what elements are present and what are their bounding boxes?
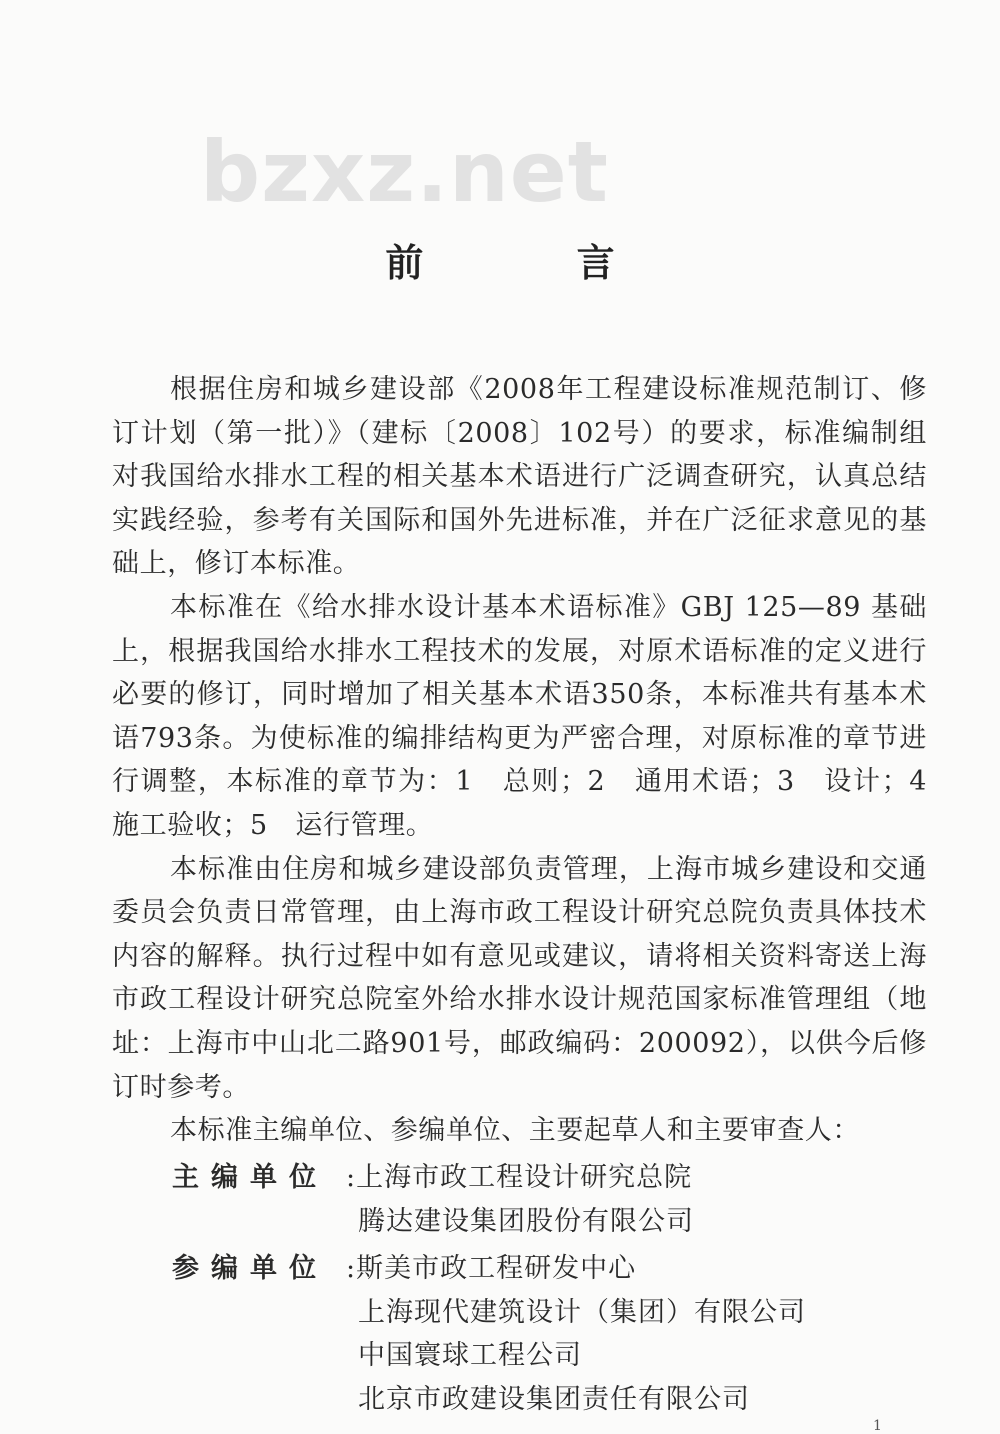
organizations — [172, 1156, 806, 1426]
chief-editor-label: 主编单位 — [172, 1162, 328, 1193]
page-title: 前 言 — [385, 241, 685, 285]
preface-body — [112, 368, 955, 1153]
paragraph-4: 本标准主编单位、参编单位、主要起草人和主要审查人： — [170, 1115, 860, 1147]
paragraph-2: 本标准在《给水排水设计基本术语标准》GBJ 125—89 基础上，根据我国给水排水工程技术的发展，对原术语标准的定义进行必要的修订，同时增加了相关基本术语350条，本标准共有基本术语793条。为使标准的编排结构更为严密合理，对原标准的章节进行调整，本标准的章节为：1 总则；2 通用术语；3 设计；4 施工验收；5 运行管理。 — [112, 591, 955, 841]
participants-label: 参编单位 — [172, 1253, 328, 1285]
chief-editor-org: 腾达建设集团股份有限公司 — [358, 1205, 694, 1237]
page-number: 1 — [873, 1418, 882, 1434]
participant-org: : 斯美市政工程研发中心 — [358, 1247, 806, 1291]
participant-org: 北京市政建设集团责任有限公司 — [358, 1383, 750, 1415]
participant-org: 上海现代建筑设计（集团）有限公司 — [358, 1296, 806, 1328]
paragraph-1: 根据住房和城乡建设部《2008年工程建设标准规范制订、修订计划（第一批）》（建标〔2008〕102号）的要求，标准编制组对我国给水排水工程的相关基本术语进行广泛调查研究，认真总结实践经验，参考有关国际和国外先进标准，并在广泛征求意见的基础上，修订本标准。 — [112, 374, 927, 580]
chief-editor-group — [172, 1156, 806, 1243]
chief-editor-org: : 上海市政工程设计研究总院 — [358, 1156, 694, 1200]
participants-group — [172, 1247, 806, 1421]
paragraph-3: 本标准由住房和城乡建设部负责管理，上海市城乡建设和交通委员会负责日常管理，由上海市政工程设计研究总院负责具体技术内容的解释。执行过程中如有意见或建议，请将相关资料寄送上海市政工程设计研究总院室外给水排水设计规范国家标准管理组（地址：上海市中山北二路901号，邮政编码：200092），以供今后修订时参考。 — [112, 853, 927, 1103]
participant-org: 中国寰球工程公司 — [358, 1340, 582, 1372]
chief-editor-list — [358, 1156, 694, 1243]
participants-list — [358, 1247, 806, 1421]
watermark: bzxz.net — [200, 123, 609, 221]
